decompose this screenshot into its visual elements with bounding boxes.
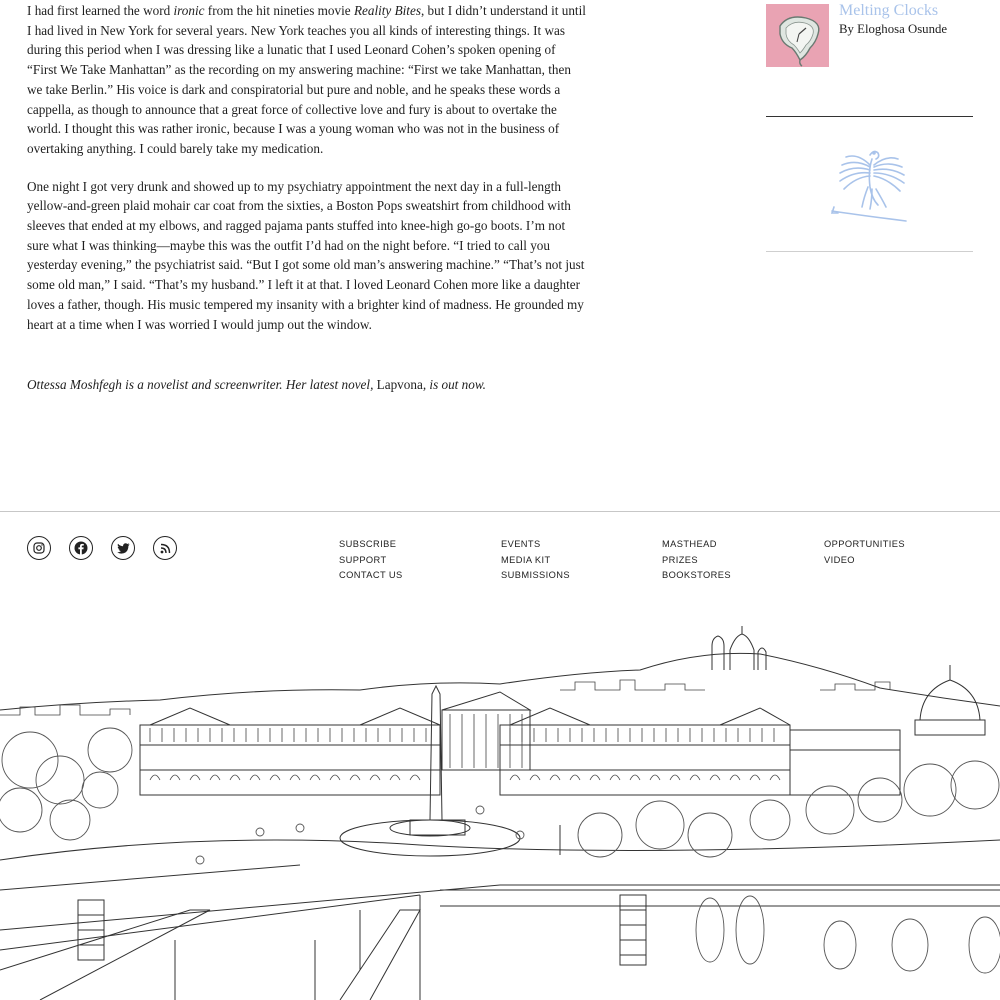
footer-link-opportunities[interactable]: OPPORTUNITIES <box>824 539 905 549</box>
emphasis-movie-title: Reality Bites <box>353 3 421 18</box>
instagram-icon[interactable] <box>27 536 51 560</box>
text-run: , but I didn’t understand it until I had lived in New York for several years. New York teaches you all kinds of interesting things. It was during this period when I was dressing like a lunatic that I used Leonard Cohen’s spoken opening of “First We Take Manhattan” as the recording on my answering machine: “First we take Manhattan, then we take Berlin.” His voice is dark and conspiratorial but pure and noble, and he speaks these words a cappella, as though to announce that a great force of collective love and fury is about to overtake the world. I thought this was rather ironic, because I was a young woman who was not in the business of overtaking anything. I could barely take my medication. <box>27 3 586 156</box>
footer-link-masthead[interactable]: MASTHEAD <box>662 539 717 549</box>
related-article-thumbnail[interactable] <box>766 4 829 67</box>
footer-link-support[interactable]: SUPPORT <box>339 554 387 565</box>
footer-link-prizes[interactable]: PRIZES <box>662 554 698 565</box>
bio-book-title: Lapvona <box>376 377 423 393</box>
rss-icon[interactable] <box>153 536 177 560</box>
sidebar-divider <box>766 116 973 117</box>
related-article[interactable] <box>766 4 973 67</box>
text-run: I had first learned the word <box>27 3 174 18</box>
facebook-icon[interactable] <box>69 536 93 560</box>
author-bio <box>27 375 587 395</box>
article-paragraph: One night I got very drunk and showed up to my psychiatry appointment the next day in a full-length yellow-and-green plaid mohair car coat from the sixties, a Boston Pops sweatshirt from childhood with sleeves that ended at my elbows, and ragged pajama pants stuffed into knee-high go-go boots. I’m not sure what I was thinking—maybe this was the outfit I’d had on the night before. “I tried to call you yesterday evening,” the psychiatrist said. “But I got some old man’s answering machine.” “That’s not just some old man,” I said. “That’s my husband.” I left it at that. I loved Leonard Cohen more like a daughter loves a father, though. His music tempered my insanity with a brighter kind of madness. He grounded my heart at a time when I was worried I would jump out the window. <box>27 178 585 332</box>
emphasis-ironic: ironic <box>173 3 205 18</box>
eagle-logo-icon[interactable] <box>828 143 912 227</box>
footer-divider <box>0 511 1000 512</box>
related-article-author: By Eloghosa Osunde <box>839 22 948 36</box>
related-article-text <box>839 4 947 67</box>
footer-link-video[interactable]: VIDEO <box>824 554 855 565</box>
related-article-title[interactable]: Melting Clocks <box>839 2 939 19</box>
related-article-item[interactable] <box>766 4 973 67</box>
article-paragraph <box>27 1 587 159</box>
bio-text: , is out now. <box>422 377 486 393</box>
sidebar-divider <box>766 251 973 252</box>
paris-cityscape-illustration <box>0 610 1000 1000</box>
footer-link-bookstores[interactable]: BOOKSTORES <box>662 570 731 580</box>
footer-link-media-kit[interactable]: MEDIA KIT <box>501 554 551 565</box>
melting-clock-image <box>766 4 829 67</box>
footer-column-4 <box>824 537 905 568</box>
footer-column-3 <box>662 537 731 584</box>
footer-link-submissions[interactable]: SUBMISSIONS <box>501 570 570 580</box>
footer-column-1 <box>339 537 403 584</box>
social-links <box>27 536 177 560</box>
footer-column-2 <box>501 537 570 584</box>
footer-link-events[interactable]: EVENTS <box>501 539 541 549</box>
footer-link-contact-us[interactable]: CONTACT US <box>339 570 403 580</box>
twitter-icon[interactable] <box>111 536 135 560</box>
bio-text: Ottessa Moshfegh is a novelist and screenwriter. Her latest novel, <box>27 377 377 393</box>
footer-link-subscribe[interactable]: SUBSCRIBE <box>339 539 397 549</box>
article-body <box>27 0 587 413</box>
text-run: from the hit nineties movie <box>204 3 354 18</box>
